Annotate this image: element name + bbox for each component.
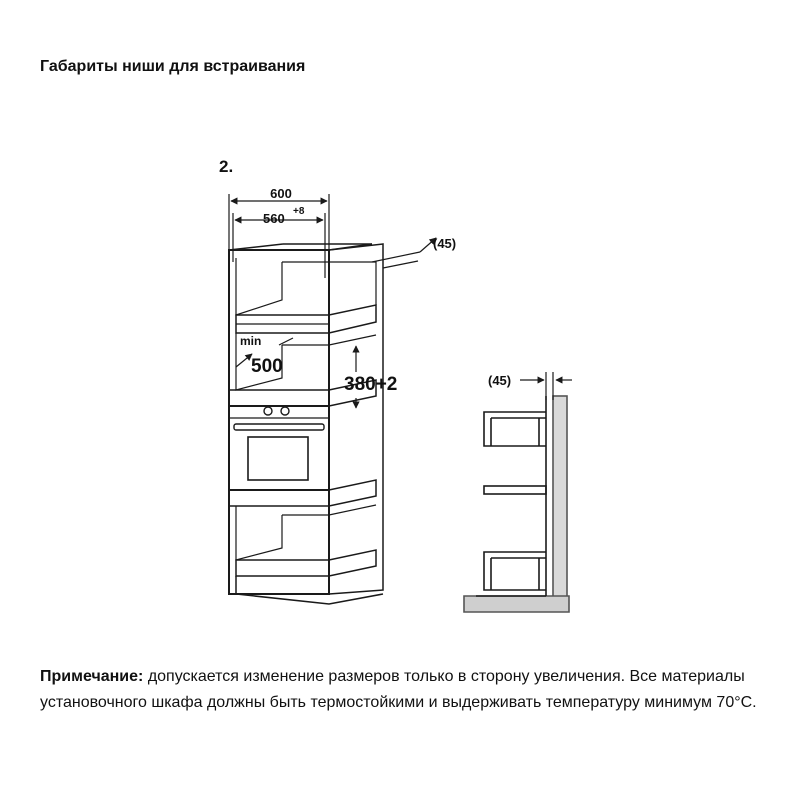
width-dimensions	[229, 194, 329, 278]
note-text: допускается изменение размеров только в сторону увеличения. Все материалы установочного шкафа должны быть термостойкими и выдерживать температуру минимум 70°С.	[40, 668, 757, 711]
oven-handle	[234, 424, 324, 430]
inner-width-label: 560	[263, 211, 285, 226]
figure-number: 2.	[219, 157, 234, 176]
cabinet-side-section	[464, 396, 569, 612]
upper-shelf	[236, 305, 376, 333]
gap-top-label: (45)	[433, 236, 457, 251]
cabinet-plinth	[236, 576, 383, 604]
niche-height-label: 380+2	[344, 374, 398, 395]
note-paragraph	[40, 664, 760, 716]
wall-section	[553, 396, 567, 606]
oven-knob-2	[281, 407, 289, 415]
oven-knob-1	[264, 407, 272, 415]
floor-section	[464, 596, 569, 612]
gap-top-dimension	[372, 238, 436, 268]
gap-side-label: (45)	[488, 373, 512, 388]
outer-width-label: 600	[270, 186, 292, 201]
cabinet-front-view	[229, 244, 383, 604]
cabinet-side	[329, 244, 383, 594]
min-depth-label: 500	[251, 356, 283, 377]
inner-width-tolerance: +8	[293, 206, 305, 217]
note-label: Примечание:	[40, 668, 144, 685]
page-title: Габариты ниши для встраивания	[40, 58, 306, 75]
section-shelf	[484, 486, 546, 494]
oven-window	[248, 437, 308, 480]
min-label: min	[240, 334, 262, 348]
